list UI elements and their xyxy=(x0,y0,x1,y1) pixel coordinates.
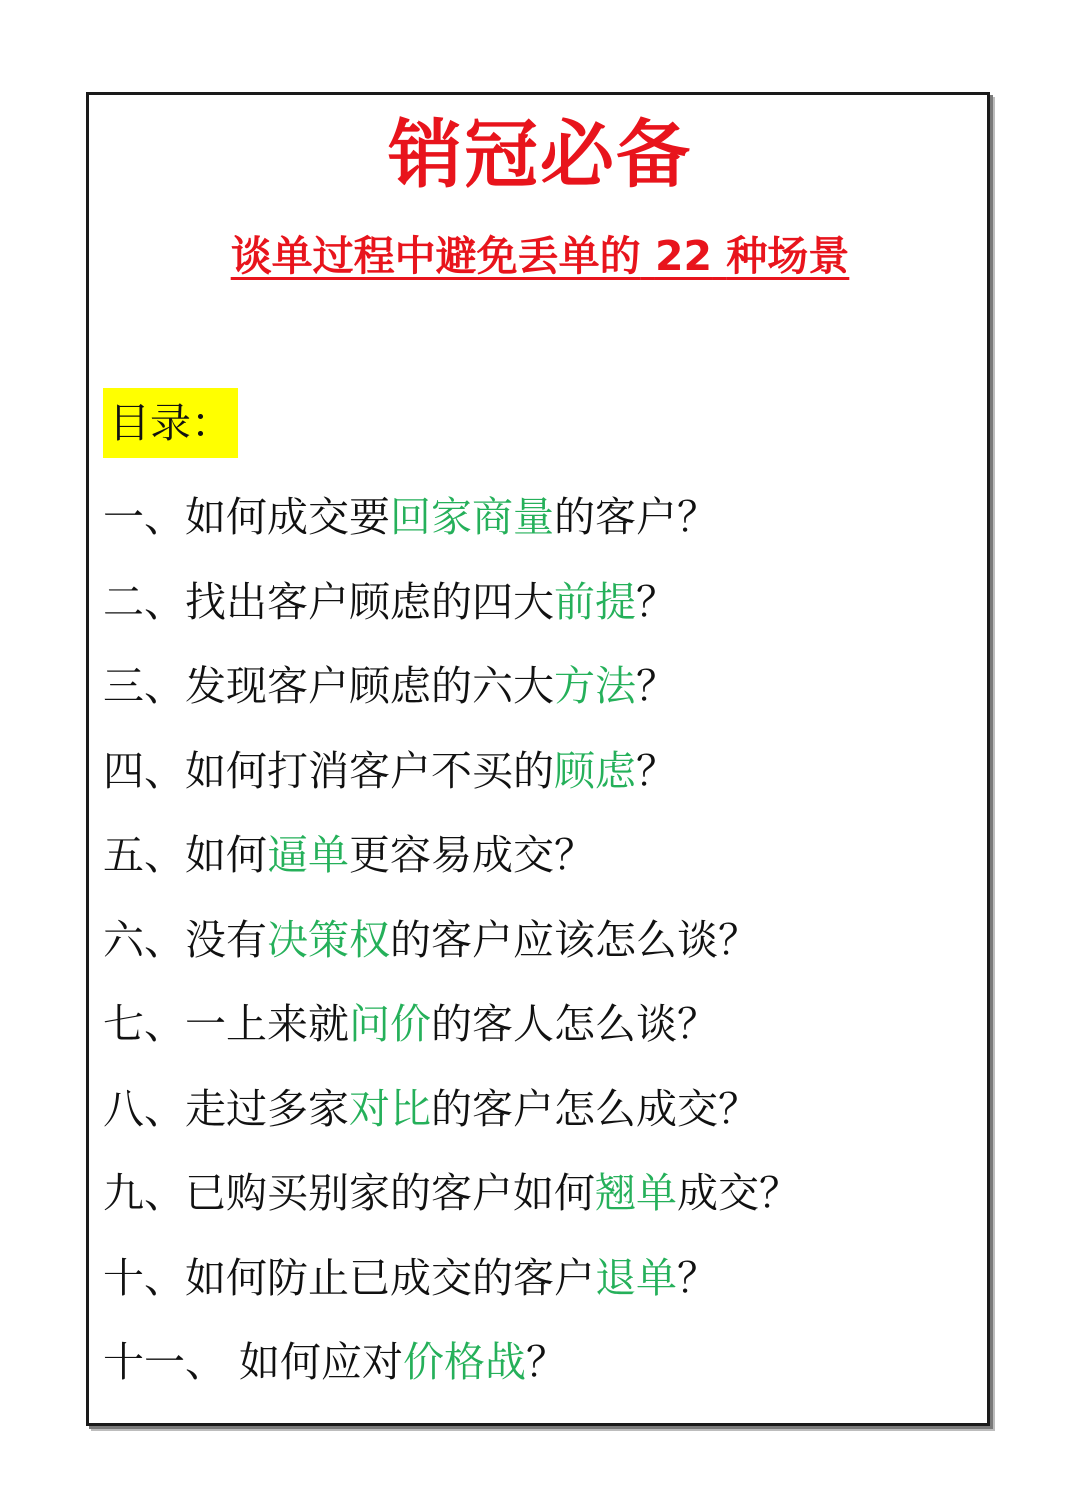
toc-item-text: 四、如何打消客户不买的 xyxy=(103,746,554,795)
toc-item-text: ？ xyxy=(636,746,677,795)
toc-item-text: 的客户？ xyxy=(554,493,718,541)
page-title: 销冠必备 xyxy=(388,112,692,198)
toc-item-highlight: 前提 xyxy=(554,577,636,626)
toc-item xyxy=(103,560,800,645)
toc-item-highlight: 决策权 xyxy=(267,915,390,964)
toc-item-text: 八、走过多家 xyxy=(103,1084,349,1133)
toc-item-text: 的客户怎么成交？ xyxy=(431,1084,759,1133)
toc-item xyxy=(103,1151,800,1236)
toc-item-text: 更容易成交？ xyxy=(349,831,595,879)
toc-item-highlight: 退单 xyxy=(595,1253,677,1302)
toc-item-text: ？ xyxy=(526,1338,568,1386)
toc-item xyxy=(103,729,800,814)
toc-item-text: 六、没有 xyxy=(103,915,267,964)
subtitle-text-a: 谈单过程中避免丢单的 xyxy=(230,232,641,280)
toc-item-text: 七、一上来就 xyxy=(103,1000,349,1048)
toc-item-text: 十一、 如何应对 xyxy=(103,1338,404,1386)
toc-item-text: 二、找出客户顾虑的四大 xyxy=(103,577,554,626)
subtitle-text-b: 种场景 xyxy=(726,232,850,280)
page-subtitle xyxy=(0,232,1080,281)
toc-item xyxy=(103,475,800,560)
toc-item xyxy=(103,1320,800,1405)
toc-item-text: 一、如何成交要 xyxy=(103,493,390,541)
toc-item-text: ？ xyxy=(636,662,677,710)
toc-item-text: 五、如何 xyxy=(103,831,267,879)
subtitle-number: 22 xyxy=(654,232,713,280)
toc-item-highlight: 逼单 xyxy=(267,831,349,879)
toc-item-highlight: 翘单 xyxy=(595,1169,677,1217)
toc-item-highlight: 回家商量 xyxy=(390,493,554,541)
toc-list xyxy=(103,475,800,1405)
toc-item xyxy=(103,644,800,729)
toc-item xyxy=(103,1236,800,1321)
toc-item-highlight: 价格战 xyxy=(403,1338,527,1386)
toc-item-text: 的客户应该怎么谈？ xyxy=(390,915,759,964)
toc-item-text: 三、发现客户顾虑的六大 xyxy=(103,662,554,710)
toc-item-text: ？ xyxy=(677,1253,718,1302)
toc-item-highlight: 对比 xyxy=(349,1084,431,1133)
toc-item xyxy=(103,898,800,983)
toc-label: 目录： xyxy=(103,388,238,458)
toc-item-text: 成交？ xyxy=(677,1169,800,1217)
toc-item-text: 九、已购买别家的客户如何 xyxy=(103,1169,595,1217)
toc-item-text: 十、如何防止已成交的客户 xyxy=(103,1253,595,1302)
toc-item xyxy=(103,813,800,898)
toc-item-highlight: 顾虑 xyxy=(554,746,636,795)
toc-item xyxy=(103,1067,800,1152)
toc-item-highlight: 问价 xyxy=(349,1000,431,1048)
toc-item-highlight: 方法 xyxy=(554,662,636,710)
toc-item xyxy=(103,982,800,1067)
toc-item-text: 的客人怎么谈？ xyxy=(431,1000,718,1048)
toc-item-text: ？ xyxy=(636,577,677,626)
